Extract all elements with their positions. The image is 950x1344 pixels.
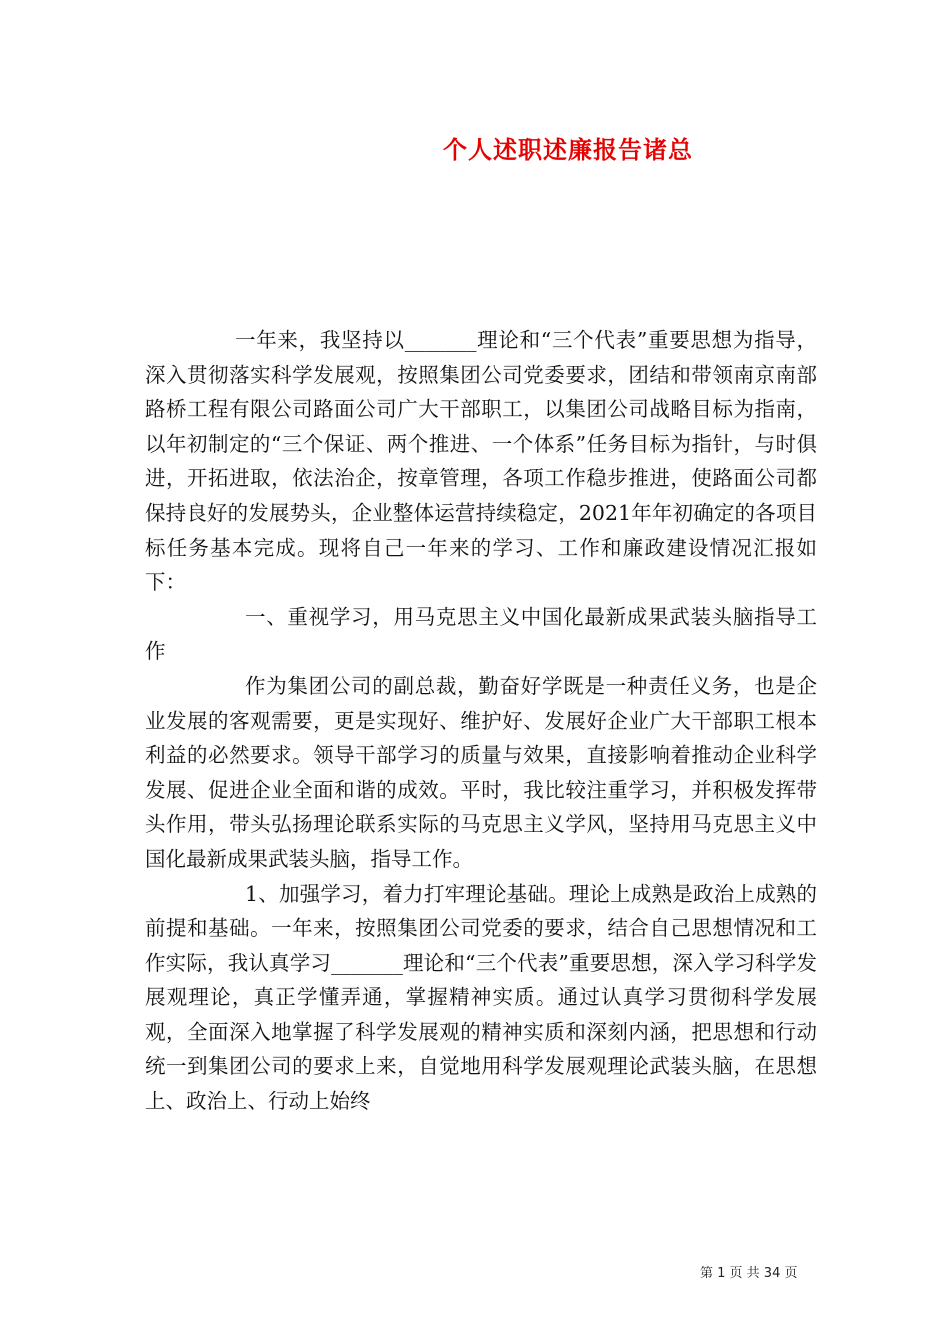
document-body <box>145 323 817 1119</box>
page-number: 第 1 页 共 34 页 <box>700 1266 798 1281</box>
section-heading-1: 一、重视学习，用马克思主义中国化最新成果武装头脑指导工作 <box>145 604 817 664</box>
document-title: 个人述职述廉报告诸总 <box>443 135 693 164</box>
paragraph-study: 作为集团公司的副总裁，勤奋好学既是一种责任义务，也是企业发展的客观需要，更是实现好、维护好、发展好企业广大干部职工根本利益的必然要求。领导干部学习的质量与效果，直接影响着推动企业科学发展、促进企业全面和谐的成效。平时，我比较注重学习，并积极发挥带头作用，带头弘扬理论联系实际的马克思主义学风，坚持用马克思主义中国化最新成果武装头脑，指导工作。 <box>145 673 817 871</box>
paragraph-intro: 一年来，我坚持以_______理论和“三个代表”重要思想为指导，深入贯彻落实科学发展观，按照集团公司党委要求，团结和带领南京南部路桥工程有限公司路面公司广大干部职工，以集团公司战略目标为指南，以年初制定的“三个保证、两个推进、一个体系”任务目标为指针，与时俱进，开拓进取，依法治企，按章管理，各项工作稳步推进，使路面公司都保持良好的发展势头，企业整体运营持续稳定，2021年年初确定的各项目标任务基本完成。现将自己一年来的学习、工作和廉政建设情况汇报如下： <box>145 328 817 595</box>
paragraph-strengthen-study: 1、加强学习，着力打牢理论基础。理论上成熟是政治上成熟的前提和基础。一年来，按照集团公司党委的要求，结合自己思想情况和工作实际，我认真学习_______理论和“三个代表”重要思想，深入学习科学发展观理论，真正学懂弄通，掌握精神实质。通过认真学习贯彻科学发展观，全面深入地掌握了科学发展观的精神实质和深刻内涵，把思想和行动统一到集团公司的要求上来，自觉地用科学发展观理论武装头脑，在思想上、政治上、行动上始终 <box>145 881 817 1114</box>
